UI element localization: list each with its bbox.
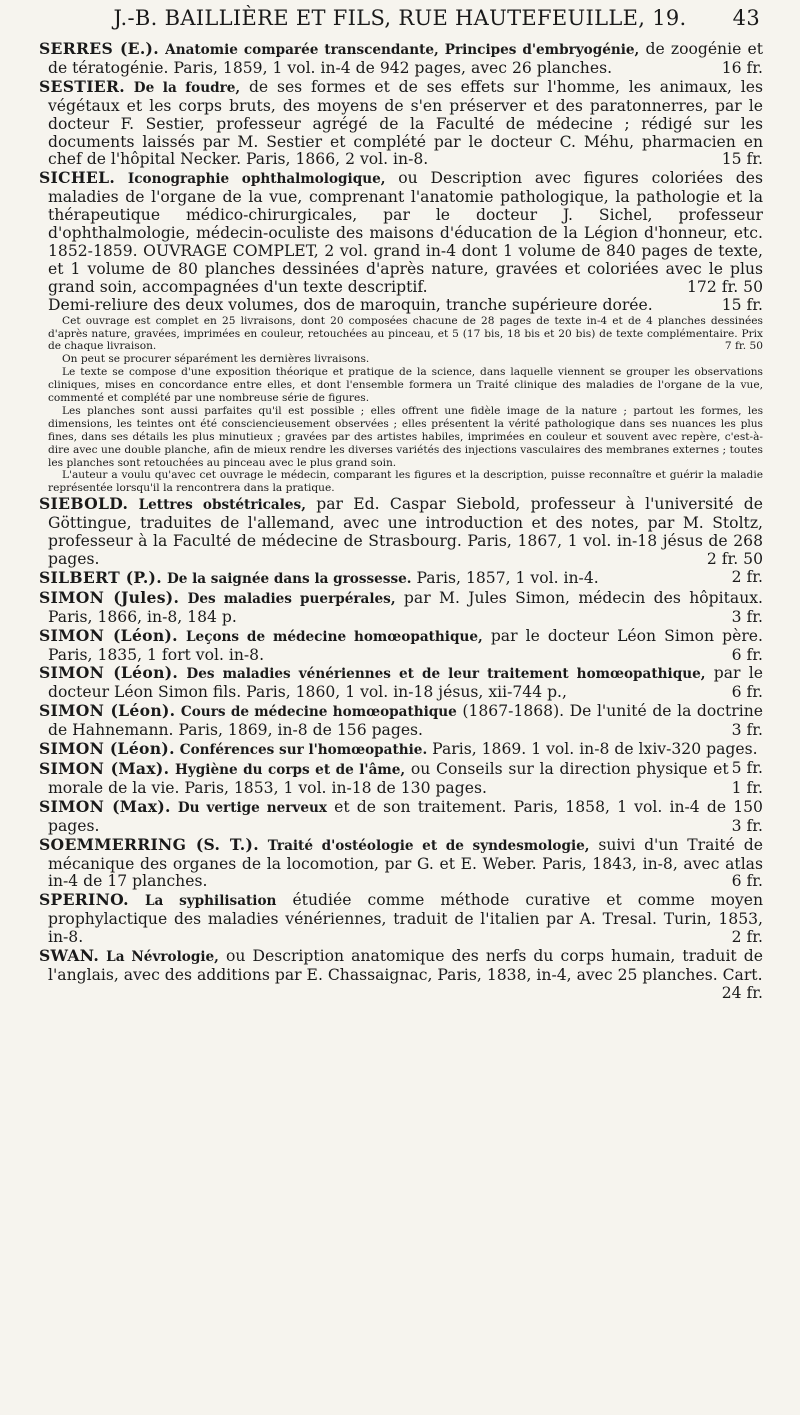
entry-description: Paris, 1869. 1 vol. in-8 de lxiv-320 pages. <box>432 740 758 759</box>
entry-author: SIMON (Léon). <box>39 625 178 645</box>
catalog-entry <box>39 702 763 740</box>
entry-work-title: Leçons de médecine homœopathique, <box>186 628 483 645</box>
entry-work-title: Du vertige nerveux <box>177 799 327 816</box>
catalog-entry <box>39 891 763 947</box>
entry-note <box>48 405 763 470</box>
catalog-entry <box>39 569 763 589</box>
entry-author: SPERINO. <box>39 890 129 910</box>
entry-work-title: Anatomie comparée transcendante, Principes d'embryogénie, <box>165 42 640 58</box>
entry-extra-text: Demi-reliure des deux volumes, dos de maroquin, tranche supérieure dorée. <box>48 295 653 314</box>
entry-work-title: Conférences sur l'homœopathie. <box>179 742 428 759</box>
catalog-entry <box>39 627 763 665</box>
catalog-entry <box>39 664 763 702</box>
entry-description: par le docteur Léon Simon père. Paris, 1835, 1 fort vol. in-8. <box>48 626 763 664</box>
entry-note <box>48 469 763 495</box>
entry-price: 6 fr. <box>731 645 763 664</box>
catalog-entry <box>39 836 763 892</box>
entry-price: 3 fr. <box>731 816 763 835</box>
entry-work-title: Cours de médecine homœopathique <box>180 704 457 721</box>
entry-author: SOEMMERRING (S. T.). <box>39 834 259 854</box>
entry-work-title: Lettres obstétricales, <box>138 497 306 514</box>
running-header <box>40 6 760 38</box>
page-number: 43 <box>732 6 760 30</box>
entry-extra <box>39 297 763 315</box>
entry-price: 5 fr. <box>731 758 763 777</box>
entry-author: SWAN. <box>39 946 100 966</box>
entry-note-text: Le texte se compose d'une exposition théorique et pratique de la science, dans laquelle viennent se grouper les observations cliniques, mises en concordance entre elles, et dont l'ensemble formera un Traité clinique des maladies de l'organe de la vue, commenté et complété par une nombreuse série de figures. <box>48 366 763 405</box>
entry-note-text: Cet ouvrage est complet en 25 livraisons, dont 20 composées chacune de 28 pages de texte in-4 et de 4 planches dessinées d'après nature, gravées, imprimées en couleur, retouchées au pinceau, et 5 (17 bis, 18 bis et 20 bis) de texte complémentaire. Prix de chaque livraison. <box>48 314 763 353</box>
entry-description: ou Description avec figures coloriées des maladies de l'organe de la vue, comprenant l'anatomie pathologique, la pathologie et la thérapeutique médico-chirurgicales, par le docteur J. Sichel, professeur d'ophthalmologie, médecin-oculiste des maisons d'éducation de la Légion d'honneur, etc. 1852-1859. OUVRAGE COMPLET, 2 vol. grand in-4 dont 1 volume de 840 pages de texte, et 1 volume de 80 planches dessinées d'après nature, gravées et coloriées avec le plus grand soin, accompagnées d'un texte descriptif. <box>48 169 763 296</box>
entry-author: SILBERT (P.). <box>39 567 162 587</box>
entry-note-text: Les planches sont aussi parfaites qu'il est possible ; elles offrent une fidèle image de la nature ; partout les formes, les dimensions, les teintes ont été consciencieusement observées ; elles présentent la vérité pathologique dans ses nuances les plus fines, dans ses détails les plus minutieux ; gravées par des artistes habiles, imprimées en couleur et souvent avec repère, c'est-à-dire avec une double planche, afin de mieux rendre les diverses variétés des injections vasculaires des membranes externes ; toutes les planches sont retouchées au pinceau avec le plus grand soin. <box>48 404 763 469</box>
entry-price: 24 fr. <box>721 983 763 1002</box>
entry-author: SICHEL. <box>39 168 116 188</box>
catalog-entry <box>39 169 763 296</box>
entry-work-title: Des maladies vénériennes et de leur traitement homœopathique, <box>186 666 706 683</box>
entry-price: 2 fr. <box>731 567 763 586</box>
entry-author: SIMON (Max). <box>39 796 171 816</box>
entry-work-title: La syphilisation <box>144 893 277 910</box>
entry-extra-price: 15 fr. <box>721 295 763 314</box>
publisher-header: J.-B. BAILLIÈRE ET FILS, RUE HAUTEFEUILLE, 19. <box>113 6 687 30</box>
catalog-entry <box>39 78 763 170</box>
entry-note <box>48 366 763 405</box>
catalog-entry <box>39 760 763 798</box>
entry-description: (1867-1868). De l'unité de la doctrine de Hahnemann. Paris, 1869, in-8 de 156 pages. <box>48 702 763 740</box>
entry-work-title: De la foudre, <box>133 79 241 96</box>
entry-price: 2 fr. <box>731 928 763 947</box>
entry-author: SIMON (Max). <box>39 758 170 778</box>
entry-price: 15 fr. <box>721 150 763 169</box>
entry-description: ou Description anatomique des nerfs du corps humain, traduit de l'anglais, avec des additions par E. Chassaignac, Paris, 1838, in-4, avec 25 planches. Cart. <box>48 947 763 984</box>
entry-author: SERRES (E.). <box>39 39 159 58</box>
entry-price: 3 fr. <box>731 721 763 740</box>
entry-work-title: La Névrologie, <box>106 949 219 966</box>
entry-author: SIMON (Jules). <box>39 587 180 607</box>
entry-description: par le docteur Léon Simon fils. Paris, 1860, 1 vol. in-18 jésus, xii-744 p., <box>48 664 764 702</box>
entry-note <box>48 315 763 354</box>
entry-description: de zoogénie et de tératogénie. Paris, 1859, 1 vol. in-4 de 942 pages, avec 26 planches. <box>48 40 763 77</box>
entry-description: par Ed. Caspar Siebold, professeur à l'université de Göttingue, traduites de l'allemand, avec une introduction et des notes, par M. Stoltz, professeur à la Faculté de médecine de Strasbourg. Paris, 1867, 1 vol. in-18 jésus de 268 pages. <box>48 495 763 568</box>
entry-author: SIMON (Léon). <box>39 663 179 683</box>
entry-work-title: Iconographie ophthalmologique, <box>127 171 386 188</box>
entry-description: étudiée comme méthode curative et comme moyen prophylactique des maladies vénériennes, traduit de l'italien par A. Tresal. Turin, 1853, in-8. <box>48 891 763 947</box>
entry-author: SIMON (Léon). <box>39 739 175 759</box>
entry-description: ou Conseils sur la direction physique et morale de la vie. Paris, 1853, 1 vol. in-18 de 130 pages. <box>48 759 729 797</box>
entry-note-text: L'auteur a voulu qu'avec cet ouvrage le médecin, comparant les figures et la description, puisse reconnaître et guérir la maladie représentée lorsqu'il la rencontrera dans la pratique. <box>48 469 763 495</box>
entry-work-title: De la saignée dans la grossesse. <box>166 570 412 587</box>
entry-author: SESTIER. <box>39 76 125 96</box>
entry-description: et de son traitement. Paris, 1858, 1 vol. in-4 de 150 pages. <box>48 797 763 835</box>
entry-work-title: Des maladies puerpérales, <box>187 590 396 607</box>
entry-author: SIEBOLD. <box>39 494 129 514</box>
entry-price: 3 fr. <box>731 607 763 626</box>
entry-note-text: On peut se procurer séparément les dernières livraisons. <box>62 353 370 366</box>
catalog-entry <box>39 40 763 78</box>
entry-description: de ses formes et de ses effets sur l'homme, les animaux, les végétaux et les corps bruts, des moyens de s'en préserver et des paratonnerres, par le docteur F. Sestier, professeur agrégé de la Faculté de médecine ; rédigé sur les documents laissés par M. Sestier et complété par le docteur C. Méhu, pharmacien en chef de l'hôpital Necker. Paris, 1866, 2 vol. in-8. <box>48 77 763 169</box>
entry-price: 2 fr. 50 <box>706 550 763 568</box>
entry-price: 16 fr. <box>721 58 763 77</box>
entry-price: 6 fr. <box>731 872 763 891</box>
catalog-entries <box>39 40 763 1003</box>
entry-work-title: Hygiène du corps et de l'âme, <box>175 761 406 778</box>
catalog-entry <box>39 589 763 627</box>
catalog-entry <box>39 798 763 836</box>
catalog-entry <box>39 946 763 1002</box>
entry-note-price: 7 fr. 50 <box>724 340 763 353</box>
entry-description: suivi d'un Traité de mécanique des organes de la locomotion, par G. et E. Weber. Paris, 1843, in-8, avec atlas in-4 de 17 planches. <box>48 835 763 891</box>
entry-price: 6 fr. <box>731 683 763 702</box>
entry-note <box>48 353 763 366</box>
entry-work-title: Traité d'ostéologie et de syndesmologie, <box>267 837 590 854</box>
entry-description: par M. Jules Simon, médecin des hôpitaux. Paris, 1866, in-8, 184 p. <box>48 588 763 626</box>
catalog-entry <box>39 495 763 569</box>
entry-price: 1 fr. <box>731 778 763 797</box>
entry-author: SIMON (Léon). <box>39 701 176 721</box>
entry-price: 172 fr. 50 <box>687 277 763 296</box>
entry-description: Paris, 1857, 1 vol. in-4. <box>416 568 599 587</box>
